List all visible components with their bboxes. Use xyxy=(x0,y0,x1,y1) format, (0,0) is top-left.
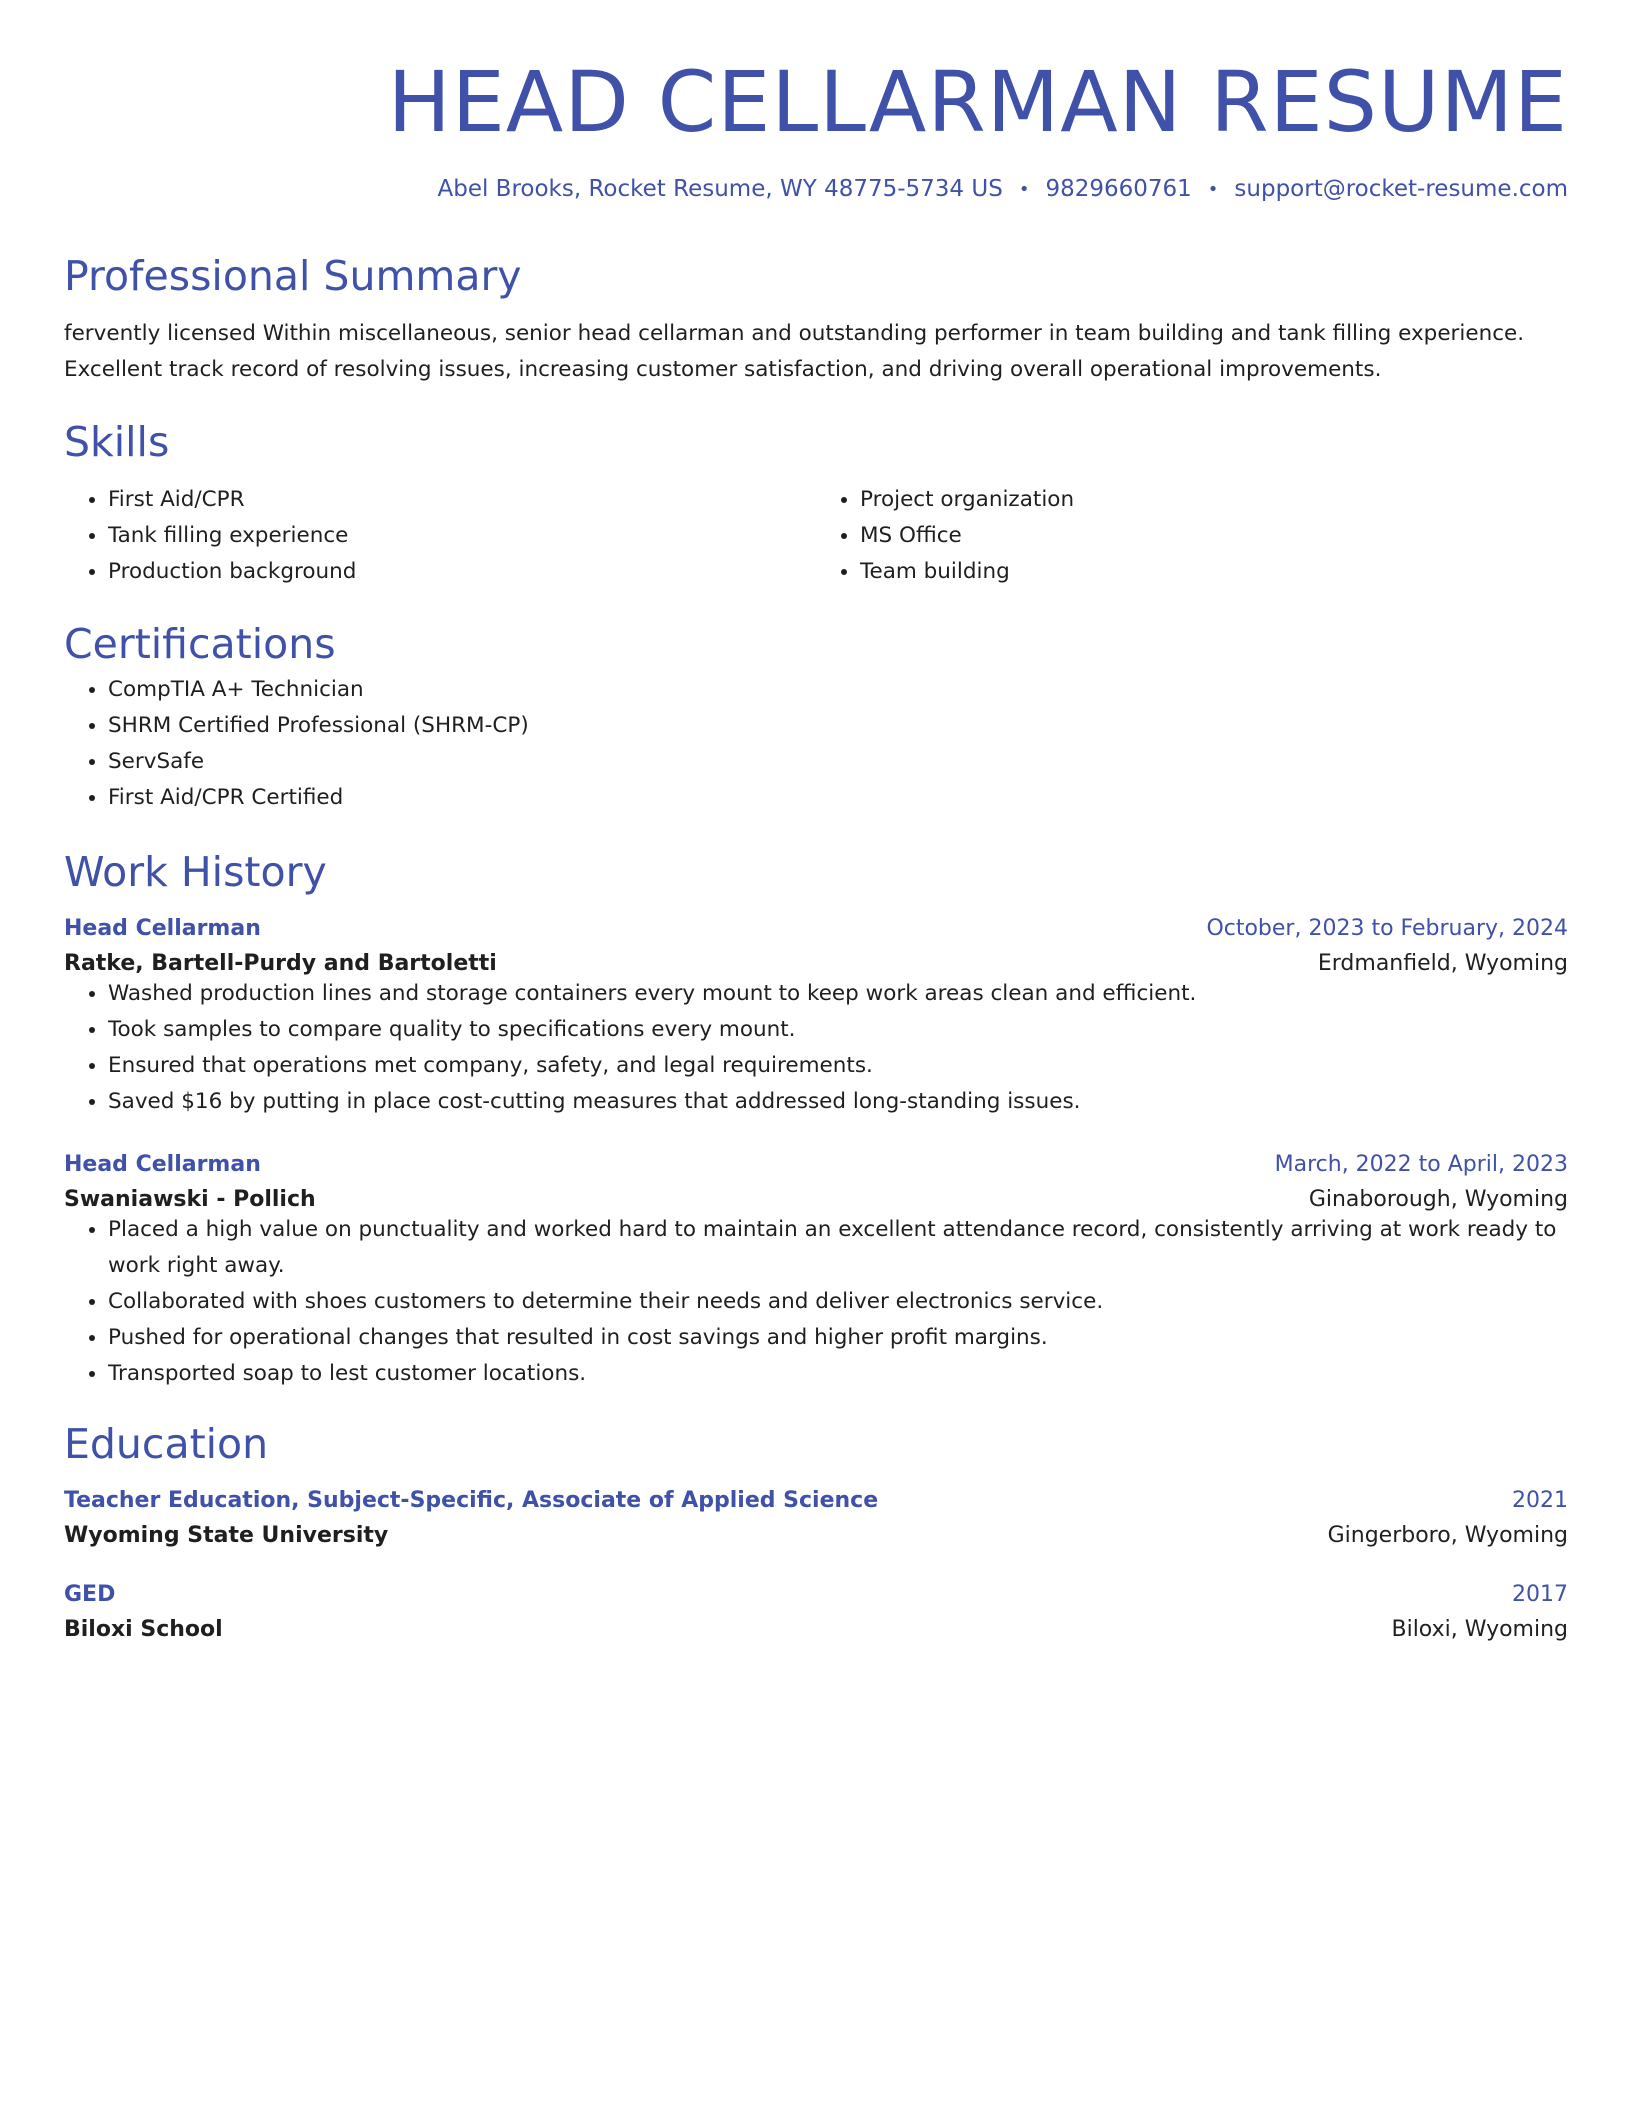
certifications-list xyxy=(64,672,1568,816)
job-duty-item: • Placed a high value on punctuality and worked hard to maintain an excellent attendance record, consistently arriving at work ready to work right away. xyxy=(108,1212,1568,1284)
skill-item: • Team building xyxy=(860,554,1568,590)
job-duty-item: • Transported soap to lest customer locations. xyxy=(108,1356,1568,1392)
skill-item: • Project organization xyxy=(860,482,1568,518)
skills-column-right xyxy=(816,482,1568,590)
job-title: Head Cellarman xyxy=(64,916,261,941)
work-history-section xyxy=(64,844,1568,1392)
skills-section xyxy=(64,414,1568,590)
school-location: Gingerboro, Wyoming xyxy=(1327,1523,1568,1548)
job-company: Ratke, Bartell-Purdy and Bartoletti xyxy=(64,951,497,976)
education-section xyxy=(64,1416,1568,1642)
contact-separator: • xyxy=(1207,179,1219,200)
school-name: Biloxi School xyxy=(64,1617,223,1642)
resume-header xyxy=(64,50,1568,202)
job-title: Head Cellarman xyxy=(64,1152,261,1177)
summary-text: fervently licensed Within miscellaneous, senior head cellarman and outstanding performer in team building and tank filling experience. Excellent track record of resolving issues, increasing customer satisfaction, and driving overall operational improvements. xyxy=(64,321,1525,382)
degree-title: Teacher Education, Subject-Specific, Associate of Applied Science xyxy=(64,1488,879,1513)
skill-item: • MS Office xyxy=(860,518,1568,554)
education-entry-subheader xyxy=(64,1523,1568,1548)
job-duty-item: • Ensured that operations met company, safety, and legal requirements. xyxy=(108,1048,1568,1084)
education-entry xyxy=(64,1582,1568,1642)
skills-list-right xyxy=(816,482,1568,590)
skills-column-left xyxy=(64,482,816,590)
school-name: Wyoming State University xyxy=(64,1523,389,1548)
skill-item: • First Aid/CPR xyxy=(108,482,816,518)
work-entry xyxy=(64,916,1568,1120)
professional-summary-section xyxy=(64,248,1568,388)
certification-item: • CompTIA A+ Technician xyxy=(108,672,1568,708)
job-duty-item: • Washed production lines and storage containers every mount to keep work areas clean and efficient. xyxy=(108,976,1568,1012)
job-duty-item: • Took samples to compare quality to specifications every mount. xyxy=(108,1012,1568,1048)
job-dates: October, 2023 to February, 2024 xyxy=(1206,916,1568,941)
certifications-section xyxy=(64,616,1568,816)
skill-item: • Tank filling experience xyxy=(108,518,816,554)
contact-line xyxy=(64,176,1568,202)
contact-address: Abel Brooks, Rocket Resume, WY 48775-5734 US xyxy=(437,176,1003,202)
work-entry-header xyxy=(64,916,1568,941)
work-entry xyxy=(64,1152,1568,1392)
section-heading-summary: Professional Summary xyxy=(64,252,522,300)
work-entry-subheader xyxy=(64,1187,1568,1212)
contact-phone: 9829660761 xyxy=(1045,176,1192,202)
job-dates: March, 2022 to April, 2023 xyxy=(1274,1152,1568,1177)
job-location: Erdmanfield, Wyoming xyxy=(1317,951,1568,976)
education-entry xyxy=(64,1488,1568,1548)
graduation-year: 2017 xyxy=(1512,1582,1568,1607)
work-entry-subheader xyxy=(64,951,1568,976)
section-heading-work-history: Work History xyxy=(64,848,327,896)
section-heading-certifications: Certifications xyxy=(64,620,336,668)
contact-separator: • xyxy=(1018,179,1030,200)
contact-email: support@rocket-resume.com xyxy=(1234,176,1568,202)
job-duties-list xyxy=(64,976,1568,1120)
section-heading-education: Education xyxy=(64,1420,269,1468)
certification-item: • First Aid/CPR Certified xyxy=(108,780,1568,816)
job-company: Swaniawski - Pollich xyxy=(64,1187,316,1212)
job-duty-item: • Pushed for operational changes that resulted in cost savings and higher profit margins. xyxy=(108,1320,1568,1356)
job-duty-item: • Saved $16 by putting in place cost-cutting measures that addressed long-standing issues. xyxy=(108,1084,1568,1120)
skills-grid xyxy=(64,482,1568,590)
education-entry-header xyxy=(64,1582,1568,1607)
school-location: Biloxi, Wyoming xyxy=(1391,1617,1568,1642)
education-entry-subheader xyxy=(64,1617,1568,1642)
skills-list-left xyxy=(64,482,816,590)
skill-item: • Production background xyxy=(108,554,816,590)
education-entry-header xyxy=(64,1488,1568,1513)
job-location: Ginaborough, Wyoming xyxy=(1308,1187,1568,1212)
degree-title: GED xyxy=(64,1582,116,1607)
graduation-year: 2021 xyxy=(1512,1488,1568,1513)
resume-title: HEAD CELLARMAN RESUME xyxy=(387,53,1568,151)
work-entry-header xyxy=(64,1152,1568,1177)
certification-item: • ServSafe xyxy=(108,744,1568,780)
certification-item: • SHRM Certified Professional (SHRM-CP) xyxy=(108,708,1568,744)
job-duty-item: • Collaborated with shoes customers to determine their needs and deliver electronics service. xyxy=(108,1284,1568,1320)
section-heading-skills: Skills xyxy=(64,418,170,466)
job-duties-list xyxy=(64,1212,1568,1392)
